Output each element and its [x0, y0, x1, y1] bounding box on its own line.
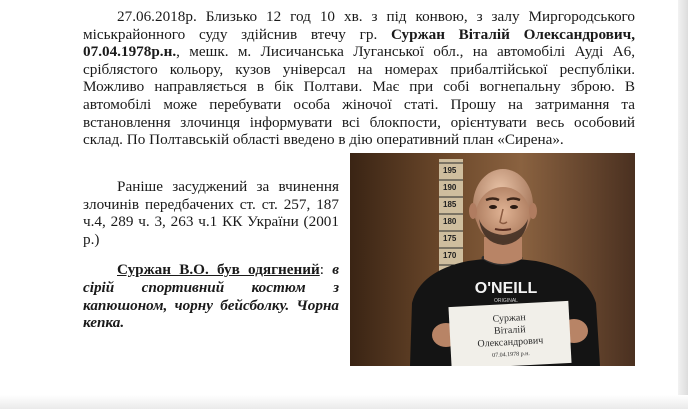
clothing-description: Суржан В.О. був одягнений: в сірій спортивний костюм з капюшоном, чорну бейсболку. Чорна кепка.	[83, 261, 339, 332]
height-mark: 180	[443, 217, 457, 226]
identification-sign	[448, 301, 571, 366]
suspect-photo	[350, 153, 635, 366]
height-mark: 185	[443, 200, 457, 209]
notice-date: 27.06.2018р.	[117, 8, 197, 25]
page-bottom-shadow	[0, 395, 688, 409]
height-mark: 195	[443, 166, 457, 175]
wanted-notice-text	[83, 8, 635, 149]
notice-paragraph: 27.06.2018р. Близько 12 год 10 хв. з під конвою, з залу Миргородського міськрайонного суду здійснив втечу гр. Суржан Віталій Олександрович, 07.04.1978р.н., мешк. м. Лисичанська Луганської обл., на автомобілі Ауді А6, сріблястого кольору, кузов універсал на номерах прибалтійської республіки. Можливо направляється в бік Полтави. Має при собі вогнепальну зброю. В автомобілі може перебувати особа жіночої статі. Прошу на затримання та встановлення злочинця інформувати всі блокпости, орієнтувати весь особовий склад. По Полтавській області введено в дію оперативний план «Сирена».	[83, 8, 635, 149]
criminal-record: Раніше засуджений за вчинення злочинів передбачених ст. ст. 257, 187 ч.4, 289 ч. 3, 263 ч.1 КК України (2001 р.)	[83, 178, 339, 248]
height-mark: 170	[443, 251, 457, 260]
height-mark: 190	[443, 183, 457, 192]
suspect-name: Суржан Віталій Олександрович, 07.04.1978р.н.	[83, 25, 635, 61]
height-mark: 175	[443, 234, 457, 243]
sign-surname: Суржан	[492, 312, 526, 325]
sign-patronymic: Олександрович	[477, 335, 544, 350]
sign-firstname: Віталій	[493, 324, 526, 337]
clothing-items: в сірій спортивний костюм з капюшоном, чорну бейсболку. Чорна кепка.	[83, 261, 339, 332]
shirt-brand: O'NEILL	[474, 280, 538, 297]
clothing-lead: Суржан В.О. був одягнений	[117, 261, 320, 279]
suspect-details	[83, 178, 339, 332]
page-edge-shadow	[678, 0, 688, 409]
sign-birthdate: 07.04.1978 р.н.	[492, 350, 531, 359]
shirt-sub: ORIGINAL	[494, 298, 518, 304]
